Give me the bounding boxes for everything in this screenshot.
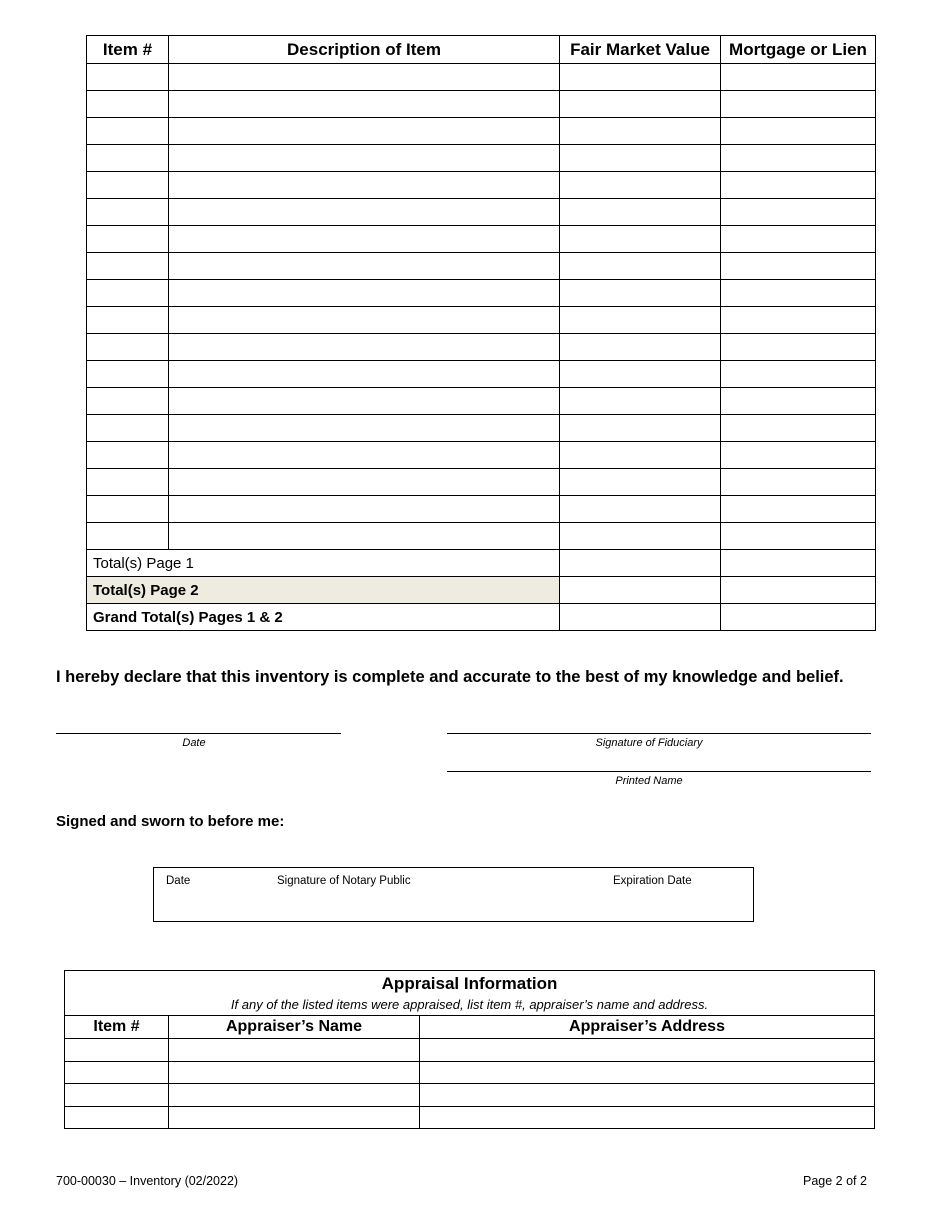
item-cell[interactable] <box>87 280 169 307</box>
grand-total-label: Grand Total(s) Pages 1 & 2 <box>87 604 560 631</box>
item-cell[interactable] <box>87 442 169 469</box>
appraisal-header-item: Item # <box>65 1016 169 1039</box>
description-cell[interactable] <box>169 415 560 442</box>
table-row <box>87 253 876 280</box>
appraisal-table <box>64 970 875 1129</box>
table-row <box>87 334 876 361</box>
mortgage-cell[interactable] <box>721 91 876 118</box>
table-row <box>87 199 876 226</box>
item-cell[interactable] <box>87 523 169 550</box>
fiduciary-signature-line[interactable] <box>447 733 871 734</box>
fair-market-value-cell[interactable] <box>560 64 721 91</box>
description-cell[interactable] <box>169 469 560 496</box>
grand-total-fmv-field[interactable] <box>560 604 721 631</box>
table-row <box>87 226 876 253</box>
mortgage-cell[interactable] <box>721 226 876 253</box>
total-page1-fmv-field[interactable] <box>560 550 721 577</box>
fair-market-value-cell[interactable] <box>560 496 721 523</box>
mortgage-cell[interactable] <box>721 469 876 496</box>
notary-signature-label: Signature of Notary Public <box>277 875 411 887</box>
description-cell[interactable] <box>169 334 560 361</box>
table-row <box>87 388 876 415</box>
description-cell[interactable] <box>169 361 560 388</box>
item-cell[interactable] <box>87 199 169 226</box>
page-number: Page 2 of 2 <box>803 1174 867 1188</box>
mortgage-cell[interactable] <box>721 361 876 388</box>
mortgage-cell[interactable] <box>721 199 876 226</box>
description-cell[interactable] <box>169 226 560 253</box>
appraiser-name-cell[interactable] <box>169 1106 420 1129</box>
form-identifier: 700-00030 – Inventory (02/2022) <box>56 1174 239 1188</box>
date-caption: Date <box>182 737 206 749</box>
appraiser-name-cell[interactable] <box>169 1039 420 1062</box>
declaration-text: I hereby declare that this inventory is complete and accurate to the best of my knowledge and belief. <box>56 668 844 686</box>
total-page1-lien-field[interactable] <box>721 550 876 577</box>
mortgage-cell[interactable] <box>721 334 876 361</box>
header-item-number: Item # <box>87 36 169 64</box>
description-cell[interactable] <box>169 253 560 280</box>
total-page2-lien-field[interactable] <box>721 577 876 604</box>
description-cell[interactable] <box>169 199 560 226</box>
grand-total-lien-field[interactable] <box>721 604 876 631</box>
table-row <box>87 91 876 118</box>
total-page1-row <box>87 550 876 577</box>
item-cell[interactable] <box>87 145 169 172</box>
table-row <box>65 1106 875 1129</box>
inventory-header-row <box>87 36 876 64</box>
table-row <box>87 145 876 172</box>
fair-market-value-cell[interactable] <box>560 469 721 496</box>
fair-market-value-cell[interactable] <box>560 334 721 361</box>
table-row <box>87 442 876 469</box>
description-cell[interactable] <box>169 388 560 415</box>
description-cell[interactable] <box>169 172 560 199</box>
mortgage-cell[interactable] <box>721 442 876 469</box>
mortgage-cell[interactable] <box>721 118 876 145</box>
item-cell[interactable] <box>87 388 169 415</box>
date-signature-line[interactable] <box>56 733 341 734</box>
fair-market-value-cell[interactable] <box>560 442 721 469</box>
sworn-statement: Signed and sworn to before me: <box>56 813 285 830</box>
printed-name-caption: Printed Name <box>615 775 683 787</box>
mortgage-cell[interactable] <box>721 415 876 442</box>
appraisal-item-cell[interactable] <box>65 1061 169 1084</box>
item-cell[interactable] <box>87 334 169 361</box>
item-cell[interactable] <box>87 361 169 388</box>
header-mortgage-or-lien: Mortgage or Lien <box>721 36 876 64</box>
header-description: Description of Item <box>169 36 560 64</box>
appraisal-item-cell[interactable] <box>65 1106 169 1129</box>
grand-total-row <box>87 604 876 631</box>
fair-market-value-cell[interactable] <box>560 388 721 415</box>
fair-market-value-cell[interactable] <box>560 199 721 226</box>
table-row <box>87 496 876 523</box>
header-fair-market-value: Fair Market Value <box>560 36 721 64</box>
table-row <box>87 118 876 145</box>
fair-market-value-cell[interactable] <box>560 307 721 334</box>
appraisal-rows <box>65 1039 875 1129</box>
table-row <box>87 469 876 496</box>
description-cell[interactable] <box>169 307 560 334</box>
mortgage-cell[interactable] <box>721 307 876 334</box>
table-row <box>87 64 876 91</box>
table-row <box>87 172 876 199</box>
mortgage-cell[interactable] <box>721 280 876 307</box>
appraiser-name-cell[interactable] <box>169 1084 420 1107</box>
mortgage-cell[interactable] <box>721 523 876 550</box>
table-row <box>87 361 876 388</box>
appraiser-address-cell[interactable] <box>420 1061 875 1084</box>
mortgage-cell[interactable] <box>721 172 876 199</box>
table-row <box>87 523 876 550</box>
fair-market-value-cell[interactable] <box>560 361 721 388</box>
description-cell[interactable] <box>169 523 560 550</box>
fair-market-value-cell[interactable] <box>560 118 721 145</box>
table-row <box>65 1084 875 1107</box>
item-cell[interactable] <box>87 172 169 199</box>
appraiser-name-cell[interactable] <box>169 1061 420 1084</box>
notary-box[interactable] <box>153 867 754 922</box>
mortgage-cell[interactable] <box>721 388 876 415</box>
appraisal-title: Appraisal Information <box>65 971 875 995</box>
fair-market-value-cell[interactable] <box>560 145 721 172</box>
inventory-table <box>86 35 876 631</box>
total-page2-fmv-field[interactable] <box>560 577 721 604</box>
item-cell[interactable] <box>87 307 169 334</box>
appraisal-header-row <box>65 1016 875 1039</box>
item-cell[interactable] <box>87 226 169 253</box>
appraiser-address-cell[interactable] <box>420 1039 875 1062</box>
mortgage-cell[interactable] <box>721 496 876 523</box>
appraiser-address-cell[interactable] <box>420 1106 875 1129</box>
table-row <box>65 1039 875 1062</box>
item-cell[interactable] <box>87 64 169 91</box>
fair-market-value-cell[interactable] <box>560 91 721 118</box>
fair-market-value-cell[interactable] <box>560 415 721 442</box>
appraisal-instructions: If any of the listed items were appraised, list item #, appraiser’s name and address. <box>65 995 875 1016</box>
appraiser-address-cell[interactable] <box>420 1084 875 1107</box>
mortgage-cell[interactable] <box>721 64 876 91</box>
printed-name-line[interactable] <box>447 771 871 772</box>
item-cell[interactable] <box>87 91 169 118</box>
table-row <box>65 1061 875 1084</box>
appraisal-item-cell[interactable] <box>65 1084 169 1107</box>
fair-market-value-cell[interactable] <box>560 172 721 199</box>
item-cell[interactable] <box>87 469 169 496</box>
total-page2-row <box>87 577 876 604</box>
table-row <box>87 307 876 334</box>
notary-expiration-label: Expiration Date <box>613 875 692 887</box>
fiduciary-signature-caption: Signature of Fiduciary <box>595 737 703 749</box>
description-cell[interactable] <box>169 91 560 118</box>
total-page1-label: Total(s) Page 1 <box>87 550 560 577</box>
description-cell[interactable] <box>169 118 560 145</box>
description-cell[interactable] <box>169 64 560 91</box>
item-cell[interactable] <box>87 415 169 442</box>
appraisal-item-cell[interactable] <box>65 1039 169 1062</box>
appraisal-header-address: Appraiser’s Address <box>420 1016 875 1039</box>
total-page2-label: Total(s) Page 2 <box>87 577 560 604</box>
table-row <box>87 280 876 307</box>
fair-market-value-cell[interactable] <box>560 523 721 550</box>
description-cell[interactable] <box>169 496 560 523</box>
inventory-rows <box>87 64 876 550</box>
fair-market-value-cell[interactable] <box>560 280 721 307</box>
item-cell[interactable] <box>87 496 169 523</box>
item-cell[interactable] <box>87 118 169 145</box>
mortgage-cell[interactable] <box>721 145 876 172</box>
table-row <box>87 415 876 442</box>
description-cell[interactable] <box>169 145 560 172</box>
item-cell[interactable] <box>87 253 169 280</box>
notary-date-label: Date <box>166 875 191 887</box>
appraisal-header-name: Appraiser’s Name <box>169 1016 420 1039</box>
description-cell[interactable] <box>169 280 560 307</box>
mortgage-cell[interactable] <box>721 253 876 280</box>
description-cell[interactable] <box>169 442 560 469</box>
fair-market-value-cell[interactable] <box>560 253 721 280</box>
fair-market-value-cell[interactable] <box>560 226 721 253</box>
